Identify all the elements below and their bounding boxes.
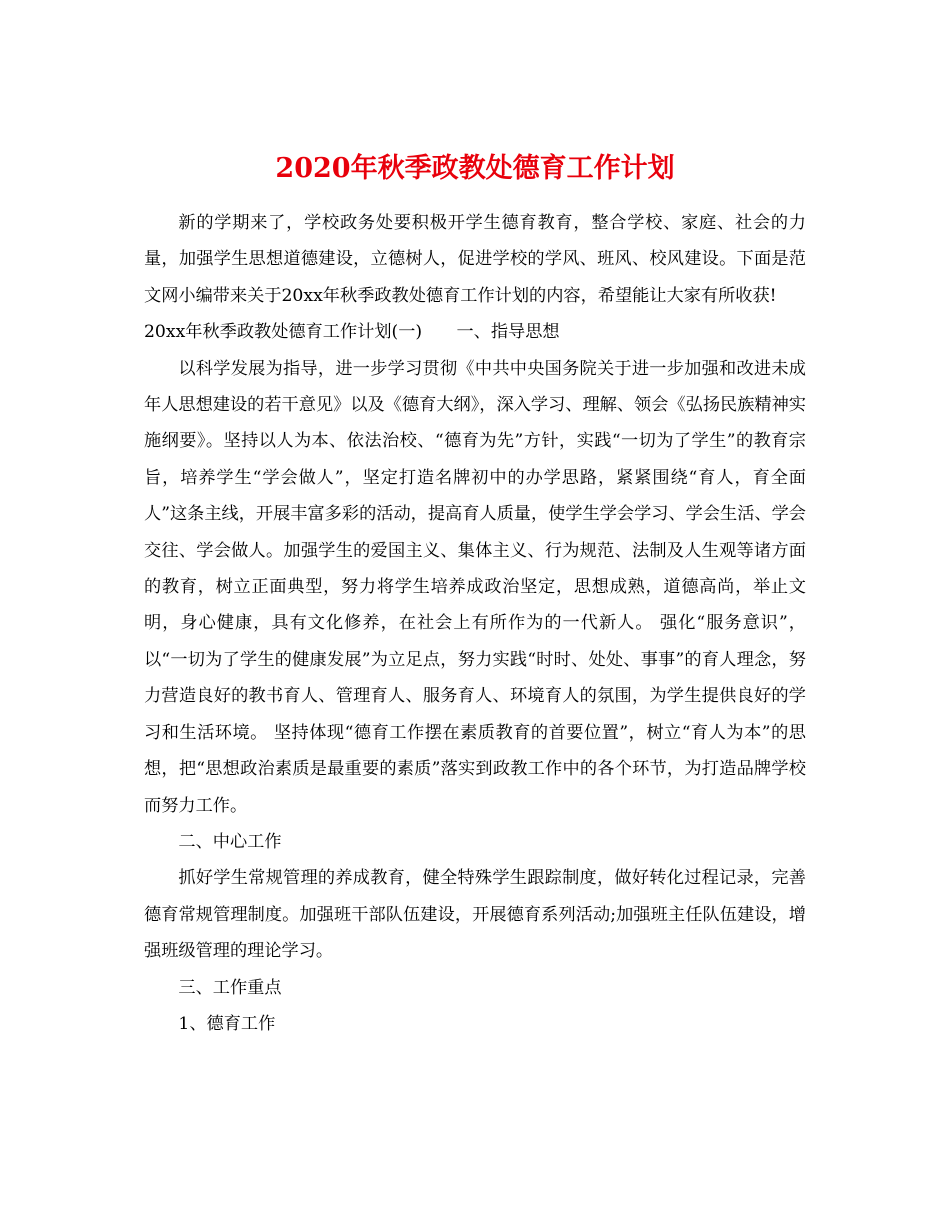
section-heading-work-focus: 三、工作重点 xyxy=(178,977,282,998)
central-work-paragraph: 抓好学生常规管理的养成教育，健全特殊学生跟踪制度，做好转化过程记录，完善德育常规管理制度。加强班干部队伍建设，开展德育系列活动;加强班主任队伍建设，增强班级管理的理论学习。 xyxy=(144,868,806,962)
intro-paragraph: 新的学期来了，学校政务处要积极开学生德育教育，整合学校、家庭、社会的力量，加强学生思想道德建设，立德树人，促进学校的学风、班风、校风建设。下面是范文网小编带来关于20xx年秋季政教处德育工作计划的内容，希望能让大家有所收获! xyxy=(144,213,806,306)
item-heading-moral-education: 1、德育工作 xyxy=(178,1013,276,1034)
section-heading-central-work: 二、中心工作 xyxy=(178,831,282,852)
document-title: 2020年秋季政教处德育工作计划 xyxy=(275,153,675,185)
subtitle-line: 20xx年秋季政教处德育工作计划(一) 一、指导思想 xyxy=(144,322,560,343)
document-body xyxy=(144,205,806,1042)
guiding-thought-paragraph: 以科学发展为指导，进一步学习贯彻《中共中央国务院关于进一步加强和改进未成年人思想建设的若干意见》以及《德育大纲》，深入学习、理解、领会《弘扬民族精神实施纲要》。坚持以人为本、依法治校、“德育为先”方针，实践“一切为了学生”的教育宗旨，培养学生“学会做人”，坚定打造名牌初中的办学思路，紧紧围绕“育人，育全面人”这条主线，开展丰富多彩的活动，提高育人质量，使学生学会学习、学会生活、学会交往、学会做人。加强学生的爱国主义、集体主义、行为规范、法制及人生观等诸方面的教育，树立正面典型，努力将学生培养成政治坚定，思想成熟，道德高尚，举止文明，身心健康，具有文化修养，在社会上有所作为的一代新人。 强化“服务意识”，以“一切为了学生的健康发展”为立足点，努力实践“时时、处处、事事”的育人理念，努力营造良好的教书育人、管理育人、服务育人、环境育人的氛围，为学生提供良好的学习和生活环境。 坚持体现“德育工作摆在素质教育的首要位置”，树立“育人为本”的思想，把“思想政治素质是最重要的素质”落实到政教工作中的各个环节，为打造品牌学校而努力工作。 xyxy=(144,358,806,816)
